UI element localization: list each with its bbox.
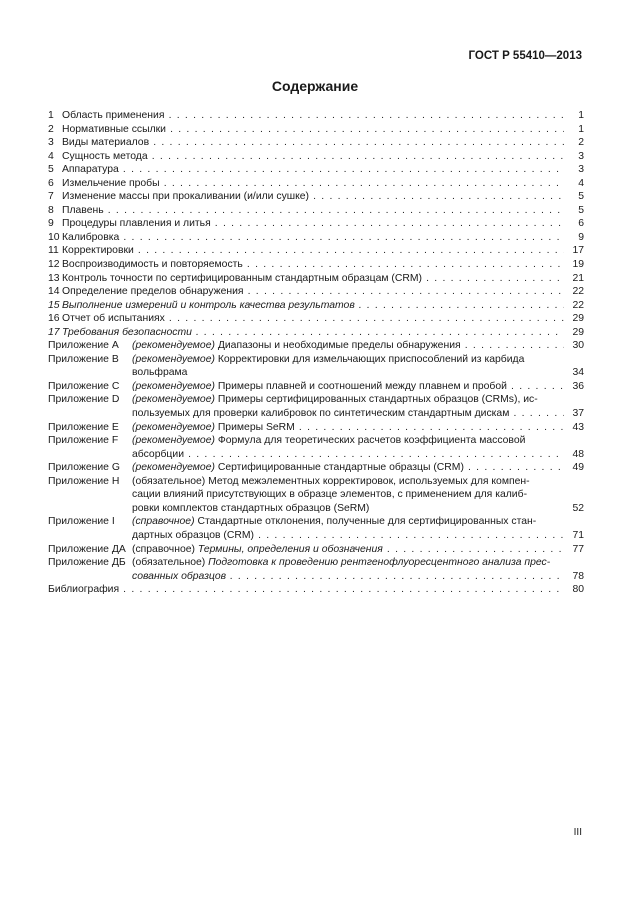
- appendix-title: Термины, определения и обозначения: [197, 543, 383, 555]
- appendix-status: (рекомендуемое): [132, 421, 215, 433]
- appendix-title: Диапазоны и необходимые пределы обнаружения: [217, 340, 461, 352]
- toc-appendix-f-cont: [48, 448, 584, 462]
- entry-page: 80: [572, 584, 584, 596]
- entry-page: 1: [578, 123, 584, 135]
- appendix-label: Приложение ДБ: [48, 557, 126, 569]
- entry-number: 12: [48, 259, 60, 271]
- appendix-status: (обязательное): [132, 557, 206, 569]
- toc-entry-6[interactable]: [48, 177, 584, 191]
- entry-title: Воспроизводимость и повторяемость . . .: [62, 259, 564, 270]
- entry-title: Выполнение измерений и контроль качества результатов . . .: [62, 300, 564, 311]
- appendix-title: Сертифицированные стандартные образцы (CRM): [217, 462, 464, 474]
- toc-entry-9[interactable]: [48, 217, 584, 231]
- entry-title: Корректировки . . .: [62, 245, 564, 256]
- toc-entry-13[interactable]: [48, 272, 584, 286]
- toc-appendix-b-cont: [48, 366, 584, 380]
- appendix-status: (справочное): [132, 543, 195, 555]
- entry-title: Область применения . . .: [62, 110, 564, 121]
- entry-title: Контроль точности по сертифицированным стандартным образцам (CRM) . . .: [62, 273, 564, 284]
- appendix-label: Приложение С: [48, 380, 120, 392]
- entry-title: Плавень . . .: [62, 205, 564, 216]
- toc-appendix-c[interactable]: [48, 380, 584, 394]
- toc-entry-16[interactable]: [48, 312, 584, 326]
- entry-title: Процедуры плавления и литья . . .: [62, 218, 564, 229]
- entry-page: 36: [572, 380, 584, 392]
- toc-entry-5[interactable]: [48, 163, 584, 177]
- standard-code: ГОСТ Р 55410—2013: [468, 50, 582, 62]
- toc-appendix-g[interactable]: [48, 461, 584, 475]
- entry-page: 43: [572, 421, 584, 433]
- appendix-status: (рекомендуемое): [132, 340, 215, 352]
- entry-number: 17: [48, 326, 60, 338]
- appendix-label: Приложение А: [48, 340, 119, 352]
- appendix-title: Стандартные отклонения, полученные для сертифицированных стан-: [197, 516, 537, 528]
- entry-number: 13: [48, 272, 60, 284]
- toc-entry-12[interactable]: [48, 258, 584, 272]
- appendix-label: Приложение D: [48, 394, 120, 406]
- toc-entry-17[interactable]: [48, 326, 584, 340]
- appendix-label: Приложение Е: [48, 421, 119, 433]
- toc-appendix-d[interactable]: [48, 393, 584, 407]
- appendix-title: Примеры плавней и соотношений между плавнем и пробой: [217, 380, 507, 392]
- toc-appendix-h-cont2: [48, 502, 584, 516]
- entry-page: 48: [572, 448, 584, 460]
- entry-page: 71: [572, 529, 584, 541]
- entry-page: 49: [572, 462, 584, 474]
- entry-number: 9: [48, 218, 54, 230]
- appendix-title-cont: абсорбции . . .: [132, 449, 564, 460]
- appendix-label: Приложение Н: [48, 475, 120, 487]
- page-title: Содержание: [271, 78, 359, 94]
- appendix-label: Приложение ДА: [48, 543, 126, 555]
- appendix-label: Приложение I: [48, 516, 115, 528]
- entry-page: 29: [572, 326, 584, 338]
- entry-page: 30: [572, 340, 584, 352]
- toc-appendix-db[interactable]: [48, 556, 584, 570]
- entry-title: Нормативные ссылки . . .: [62, 124, 564, 135]
- entry-page: 29: [572, 313, 584, 325]
- appendix-label: Приложение В: [48, 353, 119, 365]
- appendix-title: Примеры сертифицированных стандартных образцов (CRMs), ис-: [217, 394, 538, 406]
- entry-page: 77: [572, 543, 584, 555]
- toc-appendix-h[interactable]: [48, 475, 584, 489]
- appendix-status: (справочное): [132, 516, 195, 528]
- entry-number: 5: [48, 164, 54, 176]
- toc-appendix-da[interactable]: [48, 543, 584, 557]
- entry-page: 19: [572, 259, 584, 271]
- toc-entry-2[interactable]: [48, 123, 584, 137]
- entry-page: 34: [572, 367, 584, 379]
- toc-entry-8[interactable]: [48, 204, 584, 218]
- entry-number: 16: [48, 313, 60, 325]
- appendix-title: Формула для теоретических расчетов коэффициента массовой: [217, 435, 526, 447]
- toc-appendix-b[interactable]: [48, 353, 584, 367]
- entry-page: 3: [578, 164, 584, 176]
- toc-appendix-i-cont: [48, 529, 584, 543]
- appendix-title-cont: сованных образцов . . .: [132, 571, 564, 582]
- appendix-title: Подготовка к проведению рентгенофлуоресцентного анализа прес-: [208, 557, 551, 569]
- bibliography-title: Библиография . . .: [48, 584, 564, 595]
- toc-appendix-a[interactable]: [48, 339, 584, 353]
- appendix-label: Приложение F: [48, 435, 119, 447]
- entry-page: 5: [578, 204, 584, 216]
- toc-appendix-d-cont: [48, 407, 584, 421]
- toc-entry-11[interactable]: [48, 244, 584, 258]
- toc-appendix-db-cont: [48, 570, 584, 584]
- entry-page: 17: [572, 245, 584, 257]
- toc-appendix-e[interactable]: [48, 421, 584, 435]
- toc-appendix-h-cont: [48, 488, 584, 502]
- appendix-status: (рекомендуемое): [132, 435, 215, 447]
- entry-title: Изменение массы при прокаливании (и/или сушке) . . .: [62, 191, 564, 202]
- entry-page: 1: [578, 110, 584, 121]
- entry-page: 4: [578, 177, 584, 189]
- entry-title: Определение пределов обнаружения . . .: [62, 286, 564, 297]
- entry-number: 15: [48, 299, 60, 311]
- toc-entry-10[interactable]: [48, 231, 584, 245]
- entry-page: 22: [572, 286, 584, 298]
- entry-title: Калибровка . . .: [62, 232, 564, 243]
- entry-page: 37: [572, 408, 584, 420]
- appendix-title-cont: дартных образцов (CRM) . . .: [132, 530, 564, 541]
- appendix-title-cont: пользуемых для проверки калибровок по синтетическим стандартным дискам . . .: [132, 408, 564, 419]
- appendix-title-cont: сации влияний присутствующих в образце элементов, с применением для калиб-: [132, 489, 528, 501]
- appendix-title-cont: ровки комплектов стандартных образцов (SeRM): [132, 502, 370, 514]
- entry-title: Сущность метода . . .: [62, 151, 564, 162]
- toc-appendix-f[interactable]: [48, 434, 584, 448]
- appendix-status: (обязательное): [132, 475, 206, 487]
- toc-entry-15[interactable]: [48, 299, 584, 313]
- appendix-title: Примеры SeRM: [217, 421, 295, 433]
- entry-page: 6: [578, 218, 584, 230]
- entry-page: 22: [572, 299, 584, 311]
- entry-page: 52: [572, 502, 584, 514]
- toc-entry-1[interactable]: [48, 109, 584, 123]
- entry-page: 3: [578, 150, 584, 162]
- entry-page: 78: [572, 570, 584, 582]
- toc-bibliography[interactable]: [48, 583, 584, 597]
- appendix-title: Корректировки для измельчающих приспособлений из карбида: [217, 353, 525, 365]
- entry-number: 3: [48, 137, 54, 149]
- entry-page: 9: [578, 231, 584, 243]
- toc-entry-3[interactable]: [48, 136, 584, 150]
- appendix-status: (рекомендуемое): [132, 380, 215, 392]
- entry-page: 5: [578, 191, 584, 203]
- toc-entry-4[interactable]: [48, 150, 584, 164]
- appendix-status: (рекомендуемое): [132, 462, 215, 474]
- footer-page-number: III: [573, 827, 582, 838]
- entry-title: Аппаратура . . .: [62, 164, 564, 175]
- entry-number: 1: [48, 110, 54, 121]
- appendix-title-cont: вольфрама: [132, 367, 188, 379]
- toc-entry-14[interactable]: [48, 285, 584, 299]
- entry-number: 4: [48, 150, 54, 162]
- entry-title: Требования безопасности . . .: [62, 327, 564, 338]
- entry-number: 6: [48, 177, 54, 189]
- entry-number: 14: [48, 286, 60, 298]
- entry-number: 11: [48, 245, 59, 257]
- appendix-status: (рекомендуемое): [132, 394, 215, 406]
- toc-appendix-i[interactable]: [48, 515, 584, 529]
- entry-page: 2: [578, 137, 584, 149]
- table-of-contents: [48, 109, 584, 597]
- toc-entry-7[interactable]: [48, 190, 584, 204]
- entry-title: Отчет об испытаниях . . .: [62, 313, 564, 324]
- entry-title: Измельчение пробы . . .: [62, 178, 564, 189]
- entry-number: 10: [48, 231, 60, 243]
- entry-number: 7: [48, 191, 54, 203]
- entry-number: 2: [48, 123, 54, 135]
- entry-page: 21: [572, 272, 584, 284]
- entry-number: 8: [48, 204, 54, 216]
- entry-title: Виды материалов . . .: [62, 137, 564, 148]
- appendix-label: Приложение G: [48, 462, 120, 474]
- appendix-status: (рекомендуемое): [132, 353, 215, 365]
- appendix-title: Метод межэлементных корректировок, используемых для компен-: [208, 475, 530, 487]
